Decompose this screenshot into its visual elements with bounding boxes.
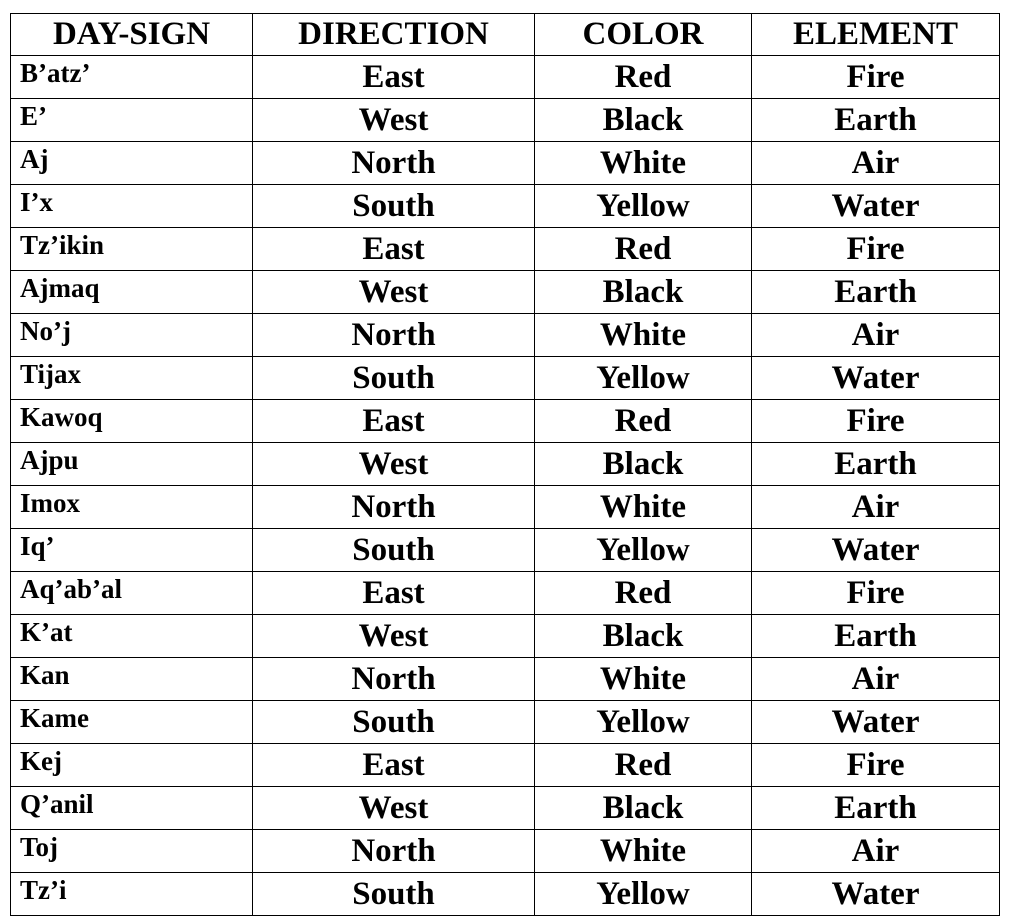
cell-day-sign: No’j [11,314,253,357]
cell-color: Black [535,615,752,658]
cell-color: White [535,486,752,529]
cell-color: Red [535,228,752,271]
cell-color: Yellow [535,701,752,744]
cell-direction: West [253,271,535,314]
cell-day-sign: Aq’ab’al [11,572,253,615]
cell-direction: West [253,99,535,142]
cell-color: Yellow [535,873,752,916]
cell-day-sign: Imox [11,486,253,529]
cell-direction: North [253,486,535,529]
cell-color: Black [535,99,752,142]
cell-day-sign: Ajmaq [11,271,253,314]
cell-direction: West [253,787,535,830]
cell-element: Fire [752,744,1000,787]
cell-color: White [535,314,752,357]
cell-direction: West [253,615,535,658]
cell-day-sign: K’at [11,615,253,658]
table-row [11,56,1000,99]
cell-color: White [535,142,752,185]
table-row [11,185,1000,228]
table-row [11,701,1000,744]
cell-day-sign: Tijax [11,357,253,400]
header-direction: DIRECTION [253,14,535,56]
header-day-sign: DAY-SIGN [11,14,253,56]
table-row [11,873,1000,916]
cell-element: Air [752,658,1000,701]
cell-day-sign: E’ [11,99,253,142]
table-row [11,357,1000,400]
cell-color: Red [535,744,752,787]
cell-day-sign: I’x [11,185,253,228]
cell-element: Earth [752,443,1000,486]
cell-element: Air [752,486,1000,529]
cell-day-sign: Kame [11,701,253,744]
table-row [11,228,1000,271]
table-row [11,658,1000,701]
cell-day-sign: Kawoq [11,400,253,443]
table-body [11,56,1000,916]
cell-color: Red [535,56,752,99]
cell-day-sign: Iq’ [11,529,253,572]
cell-direction: South [253,529,535,572]
cell-element: Fire [752,572,1000,615]
cell-element: Water [752,701,1000,744]
cell-element: Fire [752,56,1000,99]
table-row [11,400,1000,443]
cell-color: Yellow [535,357,752,400]
cell-element: Air [752,142,1000,185]
cell-element: Water [752,529,1000,572]
cell-element: Earth [752,615,1000,658]
table-row [11,572,1000,615]
cell-day-sign: Tz’i [11,873,253,916]
table-row [11,99,1000,142]
cell-element: Water [752,185,1000,228]
cell-day-sign: Kan [11,658,253,701]
cell-direction: West [253,443,535,486]
cell-day-sign: Aj [11,142,253,185]
cell-color: Black [535,787,752,830]
cell-direction: North [253,658,535,701]
cell-color: White [535,830,752,873]
cell-element: Water [752,357,1000,400]
cell-element: Air [752,830,1000,873]
table-row [11,142,1000,185]
cell-direction: East [253,400,535,443]
cell-direction: East [253,56,535,99]
cell-element: Water [752,873,1000,916]
cell-color: Yellow [535,185,752,228]
cell-day-sign: Tz’ikin [11,228,253,271]
cell-color: Yellow [535,529,752,572]
cell-color: Black [535,443,752,486]
cell-direction: North [253,830,535,873]
cell-direction: South [253,701,535,744]
cell-color: Red [535,572,752,615]
table-row [11,529,1000,572]
header-element: ELEMENT [752,14,1000,56]
cell-day-sign: Toj [11,830,253,873]
cell-day-sign: Ajpu [11,443,253,486]
header-color: COLOR [535,14,752,56]
header-row [11,14,1000,56]
table-row [11,314,1000,357]
cell-direction: South [253,873,535,916]
cell-color: White [535,658,752,701]
cell-element: Air [752,314,1000,357]
cell-direction: East [253,572,535,615]
cell-direction: South [253,357,535,400]
cell-direction: North [253,314,535,357]
cell-color: Red [535,400,752,443]
cell-direction: North [253,142,535,185]
table-row [11,830,1000,873]
table-row [11,787,1000,830]
cell-day-sign: B’atz’ [11,56,253,99]
cell-element: Earth [752,271,1000,314]
cell-day-sign: Kej [11,744,253,787]
cell-element: Fire [752,228,1000,271]
table-row [11,744,1000,787]
day-sign-table [10,13,1000,916]
table-row [11,615,1000,658]
cell-day-sign: Q’anil [11,787,253,830]
cell-element: Earth [752,787,1000,830]
cell-element: Fire [752,400,1000,443]
table-row [11,443,1000,486]
cell-direction: South [253,185,535,228]
table-row [11,271,1000,314]
cell-color: Black [535,271,752,314]
table-row [11,486,1000,529]
cell-direction: East [253,744,535,787]
cell-direction: East [253,228,535,271]
cell-element: Earth [752,99,1000,142]
table-header [11,14,1000,56]
